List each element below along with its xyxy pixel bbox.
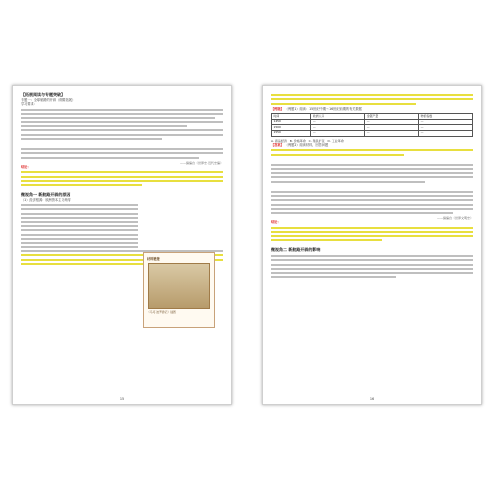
left-page-number: 15	[119, 397, 125, 401]
left-page	[12, 85, 232, 405]
right-answer-label: 结论：	[271, 220, 281, 225]
inset-title: 材料链接	[147, 257, 160, 261]
left-topic: 专题一：全球航路的开辟（纲要拓展）	[21, 97, 76, 102]
table-cell: —	[419, 119, 473, 125]
option-a: A. 商品经济	[271, 138, 287, 143]
table-cell: —	[311, 130, 365, 136]
left-answer-label: 结论：	[21, 164, 31, 169]
table-cell: —	[311, 119, 365, 125]
table-cell: 1550	[272, 130, 311, 136]
right-page-number: 16	[369, 397, 375, 401]
table-cell: —	[365, 130, 419, 136]
table-header-cell: 金银产量	[365, 114, 419, 120]
inset-illustration	[148, 263, 210, 309]
inset-caption: 《马可·波罗游记》插图	[147, 310, 176, 314]
left-section-title: 微视角一 新航路开辟的原因	[21, 192, 71, 198]
right-footnote: ——摘编自《世界文明史》	[436, 216, 473, 221]
option-c: C. 殖民扩张	[308, 138, 325, 143]
data-table	[271, 113, 473, 136]
table-header-cell: 时间	[272, 114, 311, 120]
table-header-cell: 物价指数	[419, 114, 473, 120]
example-tag: 【例题】	[271, 106, 284, 111]
table-cell: —	[365, 125, 419, 131]
left-page-title: 【拓展阅读与专题突破】	[21, 92, 65, 97]
table-cell: 1500	[272, 125, 311, 131]
table-cell: —	[311, 125, 365, 131]
example-2-tag: 【答案】	[271, 142, 284, 147]
left-footnote: ——摘编自《世界史·近代史编》	[180, 160, 223, 165]
right-page	[262, 85, 482, 405]
example-1-title: （例题1）阅读：15世纪中期～16世纪前期的有关数据	[284, 106, 362, 111]
table-cell: —	[419, 130, 473, 136]
left-subsection: （1）经济根源：欧洲资本主义萌芽	[21, 197, 71, 202]
material-link-card	[143, 252, 215, 328]
option-b: B. 价格革命	[289, 138, 306, 143]
table-row	[272, 130, 473, 136]
left-subhead: 学习要求：	[21, 101, 37, 106]
option-d: D. 工业革命	[327, 138, 344, 143]
table-cell: —	[419, 125, 473, 131]
right-section-title: 微视角二 新航路开辟的影响	[271, 247, 321, 253]
table-cell: 1450	[272, 119, 311, 125]
table-cell: —	[365, 119, 419, 125]
table-header-cell: 欧洲人口	[311, 114, 365, 120]
example-2-title: （例题2）阅读材料，回答问题	[284, 142, 329, 147]
